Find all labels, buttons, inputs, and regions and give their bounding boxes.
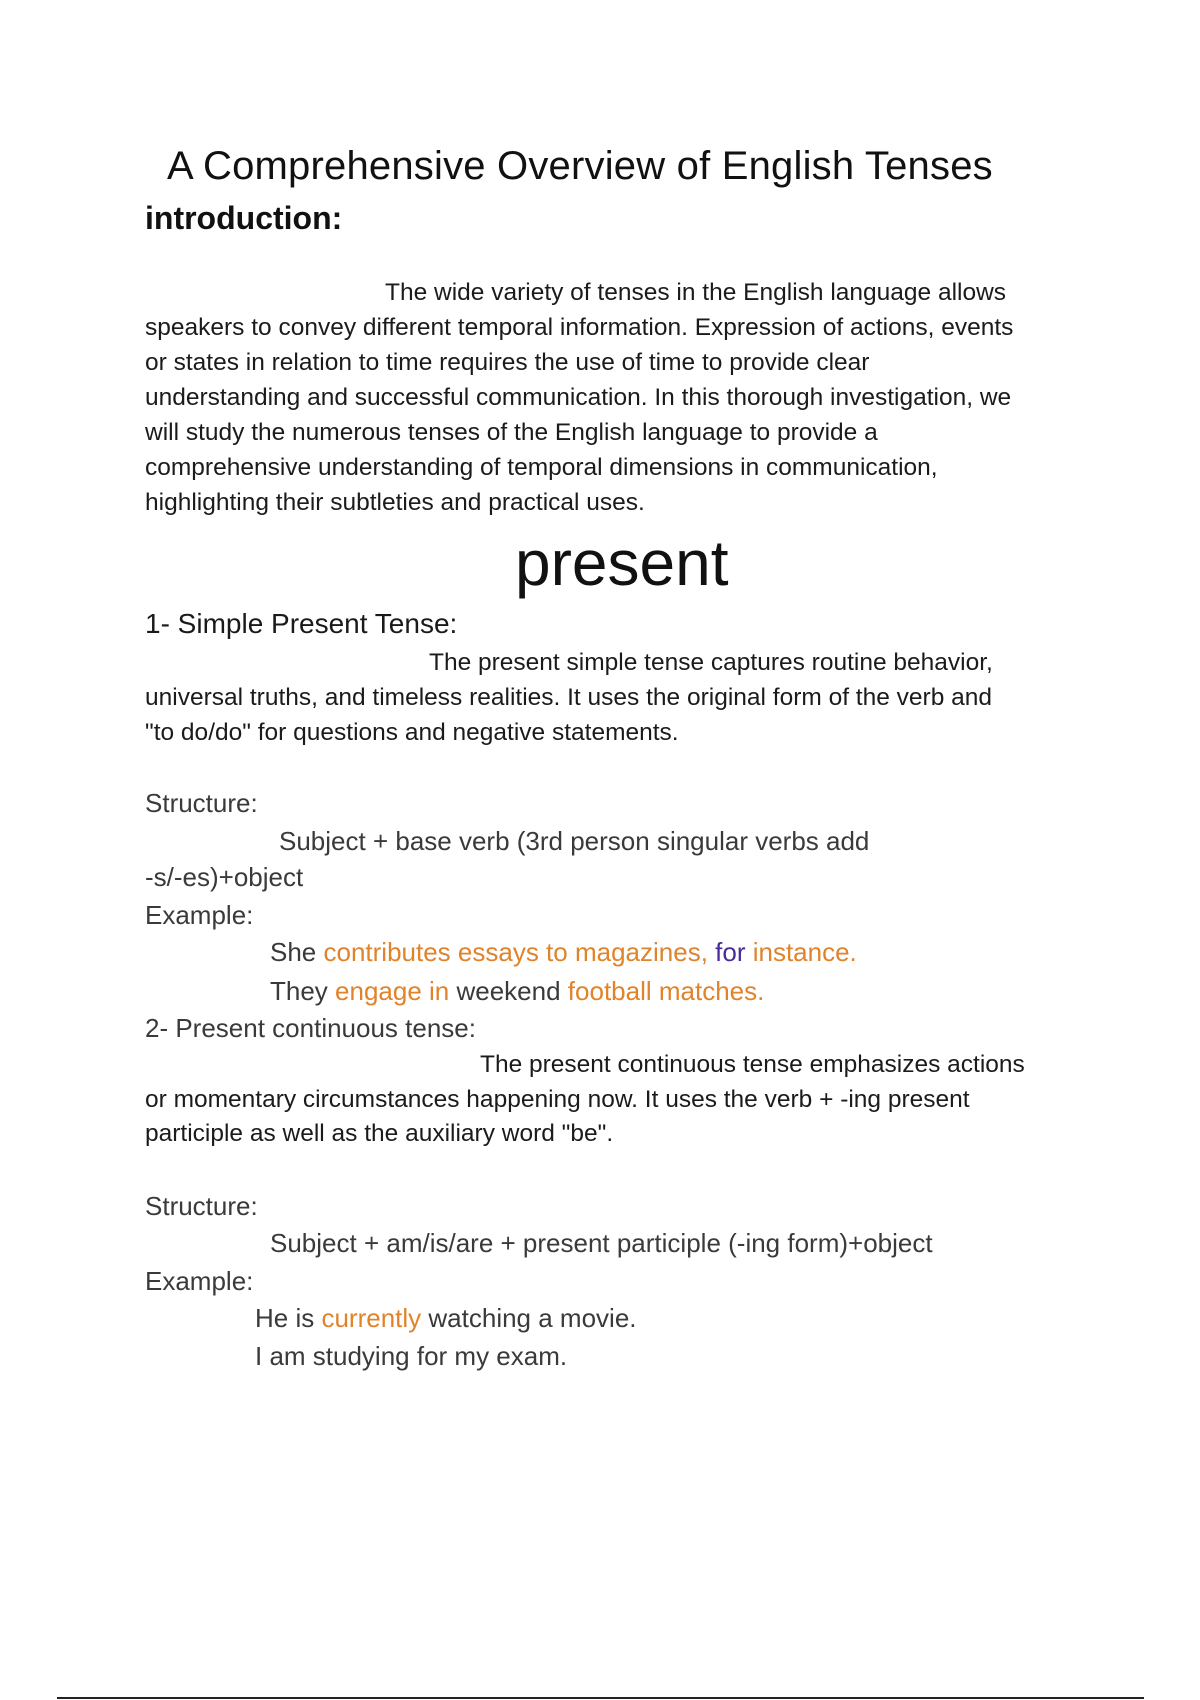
section-2-desc-line-3: participle as well as the auxiliary word "be". [145, 1120, 614, 1147]
example-text: They [270, 976, 336, 1006]
section-1-desc-line-2: universal truths, and timeless realities. It uses the original form of the verb and [145, 684, 993, 711]
section-2-example-label: Example: [145, 1266, 254, 1296]
highlighted-text: football matches. [567, 976, 765, 1006]
section-2-heading: 2- Present continuous tense: [145, 1013, 476, 1043]
section-1-example-2 [270, 976, 764, 1007]
section-2-example-2: I am studying for my exam. [255, 1341, 568, 1371]
intro-line-7: highlighting their subtleties and practical uses. [145, 489, 645, 516]
intro-line-2: speakers to convey different temporal information. Expression of actions, events [145, 314, 1014, 341]
section-2-desc-line-1: The present continuous tense emphasizes actions [480, 1051, 1025, 1078]
section-1-heading: 1- Simple Present Tense: [145, 608, 458, 639]
highlighted-text: currently [321, 1303, 422, 1333]
introduction-heading: introduction: [145, 200, 343, 236]
highlighted-text: engage in [335, 976, 450, 1006]
section-1-desc-line-1: The present simple tense captures routine behavior, [429, 649, 993, 676]
section-1-example-label: Example: [145, 900, 254, 930]
section-1-example-1 [270, 937, 857, 968]
example-text: weekend [449, 976, 568, 1006]
highlighted-text: instance. [745, 937, 857, 967]
section-1-desc-line-3: "to do/do" for questions and negative statements. [145, 719, 679, 746]
section-2-structure-line: Subject + am/is/are + present participle (-ing form)+object [270, 1228, 933, 1258]
section-1-structure-label: Structure: [145, 788, 258, 818]
intro-line-4: understanding and successful communication. In this thorough investigation, we [145, 384, 1012, 411]
intro-line-1: The wide variety of tenses in the English language allows [385, 279, 1007, 306]
example-text: She [270, 937, 324, 967]
section-1-structure-line-1: Subject + base verb (3rd person singular verbs add [279, 826, 870, 856]
highlighted-text-purple: for [715, 937, 746, 967]
intro-line-3: or states in relation to time requires the use of time to provide clear [145, 349, 870, 376]
section-2-structure-label: Structure: [145, 1191, 258, 1221]
document-title: A Comprehensive Overview of English Tenses [167, 144, 993, 188]
page-bottom-rule [57, 1697, 1144, 1699]
intro-line-5: will study the numerous tenses of the English language to provide a [145, 419, 878, 446]
section-2-desc-line-2: or momentary circumstances happening now. It uses the verb + -ing present [145, 1086, 970, 1113]
example-text: watching a movie. [421, 1303, 637, 1333]
intro-line-6: comprehensive understanding of temporal dimensions in communication, [145, 454, 938, 481]
example-text: He is [255, 1303, 322, 1333]
section-2-example-1 [255, 1303, 637, 1334]
highlighted-text: contributes essays to magazines, [323, 937, 716, 967]
section-1-structure-line-2: -s/-es)+object [145, 862, 304, 892]
present-heading: present [515, 527, 729, 599]
